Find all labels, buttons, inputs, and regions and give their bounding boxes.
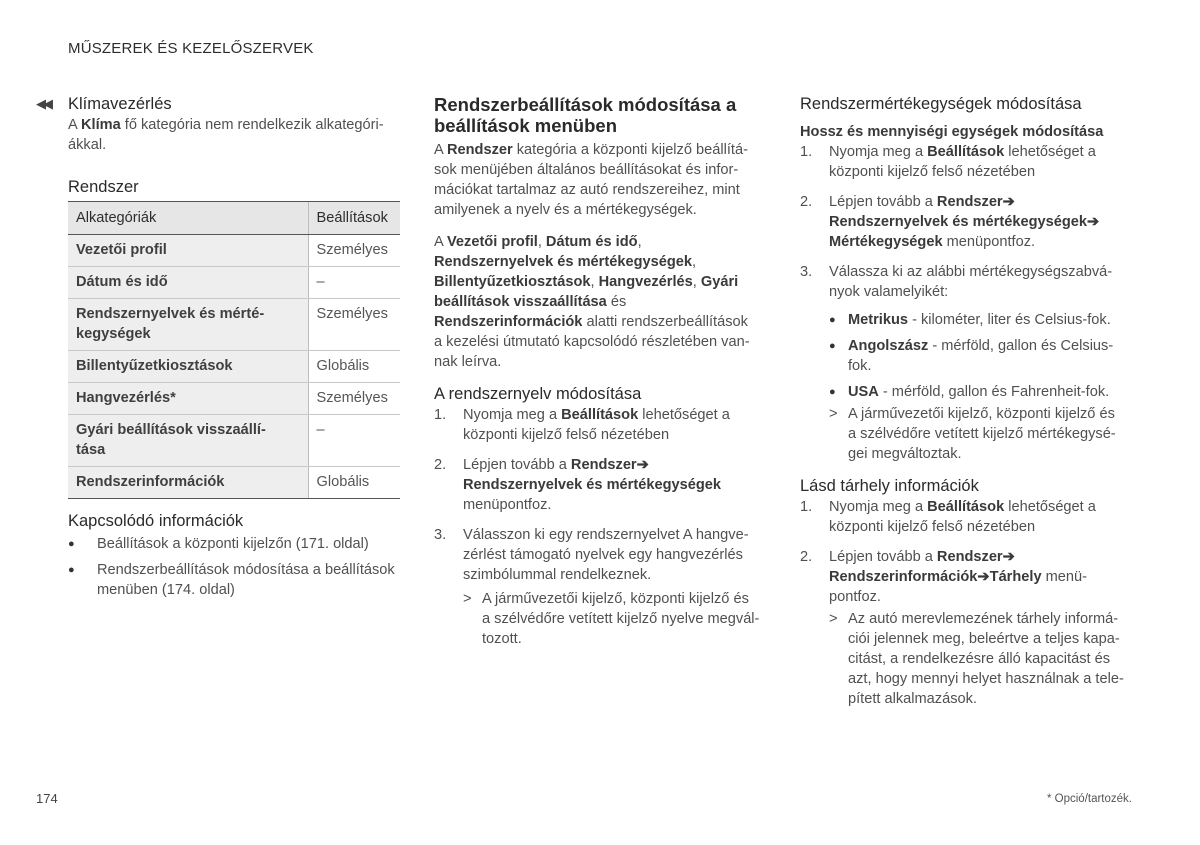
list-item: ● Metrikus - kilométer, liter és Celsius-fok. [829,310,1132,330]
intro-paragraph: A Rendszer kategória a központi kijelző beállítá- sok menüjében általános beállításokat és infor- mációkat tartalmaz az autó rendszereihez, mint amilyenek a nyelv és a mértékegységek. [434,142,748,218]
table-cell: Globális [308,467,400,499]
language-steps [434,405,770,585]
settings-table [68,201,400,499]
unit-options-list [829,310,1132,402]
settings-paragraph: A Vezetői profil, Dátum és idő, Rendszernyelvek és mértékegységek, Billentyűzetkiosztások, Hangvezérlés, Gyári beállítások visszaállítása és Rendszerinformációk alatti rendszerbeállítások a kezelési útmutató kapcsolódó részletében van- nak leírva. [434,234,750,370]
arrow-right-icon: ➔ [1086,214,1100,230]
table-cell: Globális [308,351,400,383]
table-row [68,383,400,415]
units-steps [800,142,1132,302]
step-result: > Az autó merevlemezének tárhely informá- ciói jelennek meg, beleértve a teljes kapa- citást, a rendelkezésre álló kapacitást és azt, hogy mennyi helyet használnak a tele- pített alkalmazások. [829,611,1124,707]
kapcsolodo-heading: Kapcsolódó információk [68,512,244,530]
step-result: > A járművezetői kijelző, központi kijelző és a szélvédőre vetített kijelző mértékegysé- gei megváltoztak. [829,406,1116,462]
rendszernyelv-heading: A rendszernyelv módosítása [434,385,642,403]
result-marker-icon: > [463,591,472,607]
table-header-cell: Alkategóriák [68,202,308,235]
table-header-row [68,202,400,235]
step-item: 2. Lépjen tovább a Rendszer➔ Rendszernyelvek és mértékegységek menüpontfoz. [434,457,721,513]
table-cell: Vezetői profil [68,235,308,267]
table-row [68,415,400,467]
arrow-right-icon: ➔ [636,457,649,473]
section-header: MŰSZEREK ÉS KEZELŐSZERVEK [68,40,314,57]
related-links-list [68,534,400,600]
arrow-right-icon: ➔ [977,569,990,585]
column-right [800,94,1132,709]
table-cell: Rendszerinformációk [68,467,308,499]
column-left [68,94,400,600]
table-cell: Személyes [308,299,400,351]
step-result: > A járművezetői kijelző, központi kijelző és a szélvédőre vetített kijelző nyelve megvál- tozott. [463,591,760,647]
storage-steps [800,497,1132,607]
arrow-right-icon: ➔ [1002,549,1015,565]
column-middle [434,94,770,649]
rendszerbeallitasok-heading: Rendszerbeállítások módosítása a beállítások menüben [434,94,737,136]
table-cell: – [308,415,400,467]
klima-heading: Klímavezérlés [68,95,172,113]
table-cell: Rendszernyelvek és mérté- kegységek [68,299,308,351]
tarhely-heading: Lásd tárhely információk [800,477,979,495]
step-item: 2. Lépjen tovább a Rendszer➔ Rendszerinformációk➔Tárhely menü- pontfoz. [800,549,1087,605]
step-item: 1. Nyomja meg a Beállítások lehetőséget a központi kijelző felső nézetében [800,144,1096,180]
arrow-right-icon: ➔ [1002,194,1015,210]
mertekegyseg-heading: Rendszermértékegységek módosítása [800,95,1082,113]
table-cell: Személyes [308,235,400,267]
table-cell: Személyes [308,383,400,415]
list-item: ● Angolszász - mérföld, gallon és Celsius- fok. [829,336,1132,376]
klima-term: Klíma [80,117,121,133]
table-cell: Hangvezérlés* [68,383,308,415]
page-number: 174 [36,791,58,806]
rendszer-heading: Rendszer [68,178,139,196]
step-item: 2. Lépjen tovább a Rendszer➔ Rendszernyelvek és mértékegységek➔ Mértékegységek menüpontfoz. [800,194,1100,250]
result-marker-icon: > [829,406,838,422]
back-arrows-icon[interactable]: ◀◀ [36,96,50,111]
table-header-cell: Beállítások [308,202,400,235]
hossz-subheading: Hossz és mennyiségi egységek módosítása [800,124,1104,140]
result-marker-icon: > [829,611,838,627]
related-link[interactable]: ● Rendszerbeállítások módosítása a beállítások menüben (174. oldal) [68,560,400,600]
table-cell: – [308,267,400,299]
table-row [68,235,400,267]
related-link[interactable]: ● Beállítások a központi kijelzőn (171. oldal) [68,534,400,554]
table-row [68,467,400,499]
table-row [68,299,400,351]
table-cell: Gyári beállítások visszaállí- tása [68,415,308,467]
table-cell: Billentyűzetkiosztások [68,351,308,383]
list-item: ● USA - mérföld, gallon és Fahrenheit-fok. [829,382,1132,402]
step-item: 1. Nyomja meg a Beállítások lehetőséget a központi kijelző felső nézetében [800,499,1096,535]
table-cell: Dátum és idő [68,267,308,299]
table-row [68,267,400,299]
step-item: 1. Nyomja meg a Beállítások lehetőséget a központi kijelző felső nézetében [434,407,730,443]
table-row [68,351,400,383]
klima-paragraph: A Klíma fő kategória nem rendelkezik alkategóri- ákkal. [68,117,384,153]
step-item: 3. Válassza ki az alábbi mértékegységszabvá- nyok valamelyikét: [800,264,1113,300]
footnote: * Opció/tartozék. [1046,793,1132,805]
step-item: 3. Válasszon ki egy rendszernyelvet A hangve- zérlést támogató nyelvek egy hangvezérlés szimbólummal rendelkeznek. [434,527,749,583]
